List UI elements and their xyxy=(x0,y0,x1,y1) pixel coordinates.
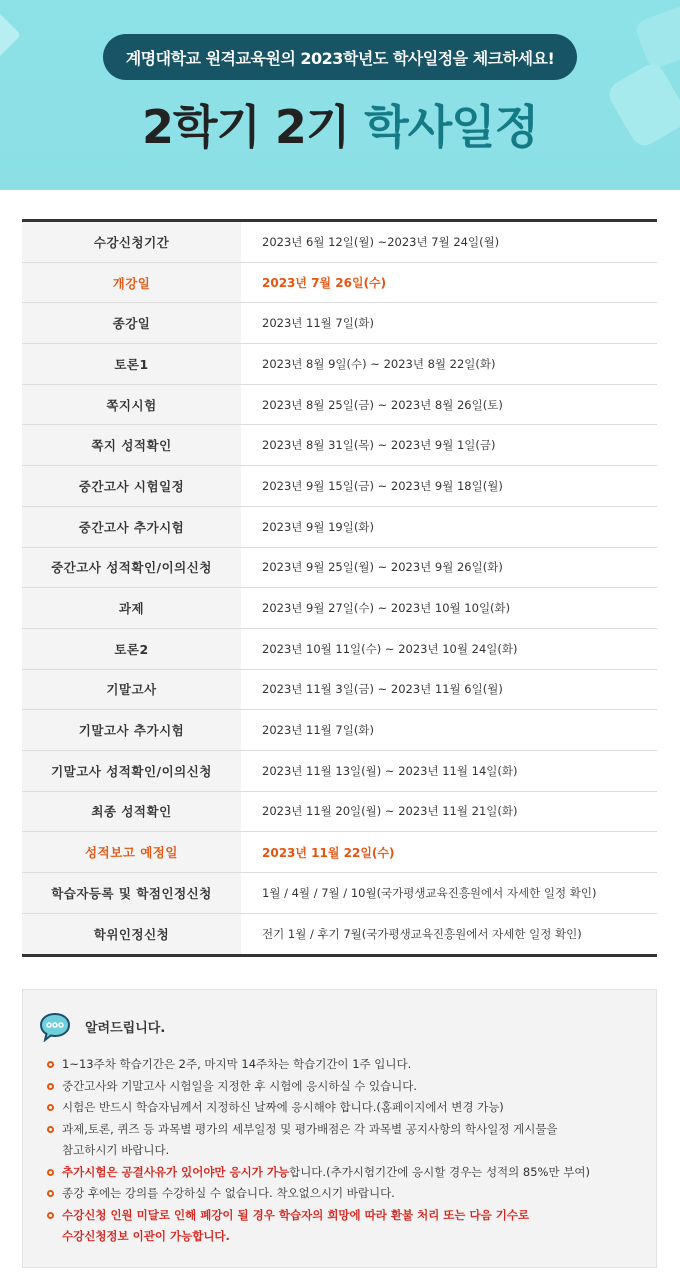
schedule-value: 2023년 9월 27일(수) ~ 2023년 10월 10일(화) xyxy=(262,601,511,616)
schedule-label: 과제 xyxy=(22,588,241,628)
schedule-value: 2023년 11월 3일(금) ~ 2023년 11월 6일(월) xyxy=(262,682,503,697)
schedule-label: 중간고사 추가시험 xyxy=(22,507,241,547)
schedule-row xyxy=(22,588,657,629)
subtitle-text: 계명대학교 원격교육원의 2023학년도 학사일정을 체크하세요! xyxy=(125,48,555,68)
schedule-value: 1월 / 4월 / 7월 / 10월(국가평생교육진흥원에서 자세한 일정 확인) xyxy=(262,885,597,900)
schedule-row xyxy=(22,548,657,589)
notice-item xyxy=(47,1076,647,1098)
schedule-row xyxy=(22,710,657,751)
schedule-value: 2023년 8월 9일(수) ~ 2023년 8월 22일(화) xyxy=(262,356,496,371)
header-banner xyxy=(0,0,680,190)
notice-item xyxy=(47,1183,647,1205)
notice-item xyxy=(47,1054,647,1076)
schedule-label: 종강일 xyxy=(22,303,241,343)
schedule-label: 성적보고 예정일 xyxy=(22,832,241,872)
bullet-icon xyxy=(47,1212,54,1219)
schedule-value: 2023년 8월 25일(금) ~ 2023년 8월 26일(토) xyxy=(262,397,503,412)
notice-item xyxy=(47,1119,647,1162)
schedule-value: 2023년 11월 7일(화) xyxy=(262,723,374,738)
bullet-icon xyxy=(47,1104,54,1111)
bullet-icon xyxy=(47,1061,54,1068)
schedule-row xyxy=(22,507,657,548)
schedule-row xyxy=(22,670,657,711)
schedule-label: 쪽지시험 xyxy=(22,385,241,425)
notice-emphasis: 추가시험은 공결사유가 있어야만 응시가 가능 xyxy=(62,1164,290,1179)
title-schedule: 학사일정 xyxy=(364,100,539,154)
schedule-value: 2023년 11월 7일(화) xyxy=(262,316,374,331)
schedule-label: 쪽지 성적확인 xyxy=(22,425,241,465)
schedule-value: 전기 1월 / 후기 7월(국가평생교육진흥원에서 자세한 일정 확인) xyxy=(262,927,582,942)
schedule-label: 학습자등록 및 학점인정신청 xyxy=(22,873,241,913)
schedule-label: 최종 성적확인 xyxy=(22,792,241,832)
schedule-row xyxy=(22,751,657,792)
decor-shape xyxy=(634,0,680,70)
bullet-icon xyxy=(47,1190,54,1197)
bullet-icon xyxy=(47,1126,54,1133)
schedule-value: 2023년 10월 11일(수) ~ 2023년 10월 24일(화) xyxy=(262,641,518,656)
schedule-row xyxy=(22,792,657,833)
schedule-row xyxy=(22,914,657,955)
schedule-value: 2023년 11월 20일(월) ~ 2023년 11월 21일(화) xyxy=(262,804,518,819)
schedule-row xyxy=(22,832,657,873)
schedule-label: 중간고사 시험일정 xyxy=(22,466,241,506)
notice-item xyxy=(47,1205,647,1248)
schedule-label: 개강일 xyxy=(22,263,241,303)
schedule-label: 수강신청기간 xyxy=(22,222,241,262)
schedule-label: 토론1 xyxy=(22,344,241,384)
notice-text: 합니다.(추가시험기간에 응시할 경우는 성적의 85%만 부여) xyxy=(289,1164,590,1179)
notice-text: 중간고사와 기말고사 시험일을 지정한 후 시험에 응시하실 수 있습니다. xyxy=(62,1078,418,1093)
notice-list xyxy=(47,1054,647,1248)
page-title xyxy=(0,92,680,162)
notice-text-continued: 수강신청정보 이관이 가능합니다. xyxy=(62,1229,230,1243)
schedule-label: 토론2 xyxy=(22,629,241,669)
schedule-value: 2023년 9월 25일(월) ~ 2023년 9월 26일(화) xyxy=(262,560,503,575)
schedule-row xyxy=(22,303,657,344)
notice-item xyxy=(47,1162,647,1184)
notice-text-continued: 참고하시기 바랍니다. xyxy=(62,1143,170,1157)
schedule-label: 학위인정신청 xyxy=(22,914,241,955)
notice-item xyxy=(47,1097,647,1119)
notice-text: 종강 후에는 강의를 수강하실 수 없습니다. 착오없으시기 바랍니다. xyxy=(62,1186,395,1200)
schedule-label: 기말고사 추가시험 xyxy=(22,710,241,750)
schedule-label: 기말고사 성적확인/이의신청 xyxy=(22,751,241,791)
schedule-row xyxy=(22,466,657,507)
bullet-icon xyxy=(47,1169,54,1176)
decor-shape xyxy=(0,11,21,59)
notice-text: 1~13주차 학습기간은 2주, 마지막 14주차는 학습기간이 1주 입니다. xyxy=(62,1057,412,1071)
schedule-row xyxy=(22,425,657,466)
schedule-value: 2023년 6월 12일(월) ~2023년 7월 24일(월) xyxy=(262,234,500,249)
schedule-value: 2023년 11월 13일(월) ~ 2023년 11월 14일(화) xyxy=(262,763,518,778)
notice-emphasis: 수강신청 인원 미달로 인해 폐강이 될 경우 학습자의 희망에 따라 환불 처리 또는 다음 기수로 xyxy=(62,1207,530,1222)
schedule-value: 2023년 9월 15일(금) ~ 2023년 9월 18일(월) xyxy=(262,478,503,493)
schedule-row xyxy=(22,385,657,426)
schedule-value: 2023년 7월 26일(수) xyxy=(262,276,387,291)
schedule-row xyxy=(22,263,657,304)
schedule-table xyxy=(22,219,657,957)
notice-text: 시험은 반드시 학습자님께서 지정하신 날짜에 응시해야 합니다.(홈페이지에서 변경 가능) xyxy=(62,1100,504,1114)
schedule-row xyxy=(22,222,657,263)
notice-title: 알려드립니다. xyxy=(85,1020,166,1036)
notice-text: 과제,토론, 퀴즈 등 과목별 평가의 세부일정 및 평가배점은 각 과목별 공지사항의 학사일정 게시물을 xyxy=(62,1121,558,1136)
bullet-icon xyxy=(47,1083,54,1090)
schedule-label: 기말고사 xyxy=(22,670,241,710)
notice-header xyxy=(39,1008,165,1044)
subtitle-pill xyxy=(103,34,577,80)
speech-bubble-icon xyxy=(39,1012,71,1040)
schedule-row xyxy=(22,873,657,914)
schedule-label: 중간고사 성적확인/이의신청 xyxy=(22,548,241,588)
schedule-value: 2023년 11월 22일(수) xyxy=(262,845,395,860)
schedule-row xyxy=(22,344,657,385)
schedule-row xyxy=(22,629,657,670)
title-term: 2학기 2기 xyxy=(141,100,350,154)
notice-box xyxy=(22,989,657,1268)
schedule-value: 2023년 8월 31일(목) ~ 2023년 9월 1일(금) xyxy=(262,438,496,453)
schedule-value: 2023년 9월 19일(화) xyxy=(262,519,374,534)
